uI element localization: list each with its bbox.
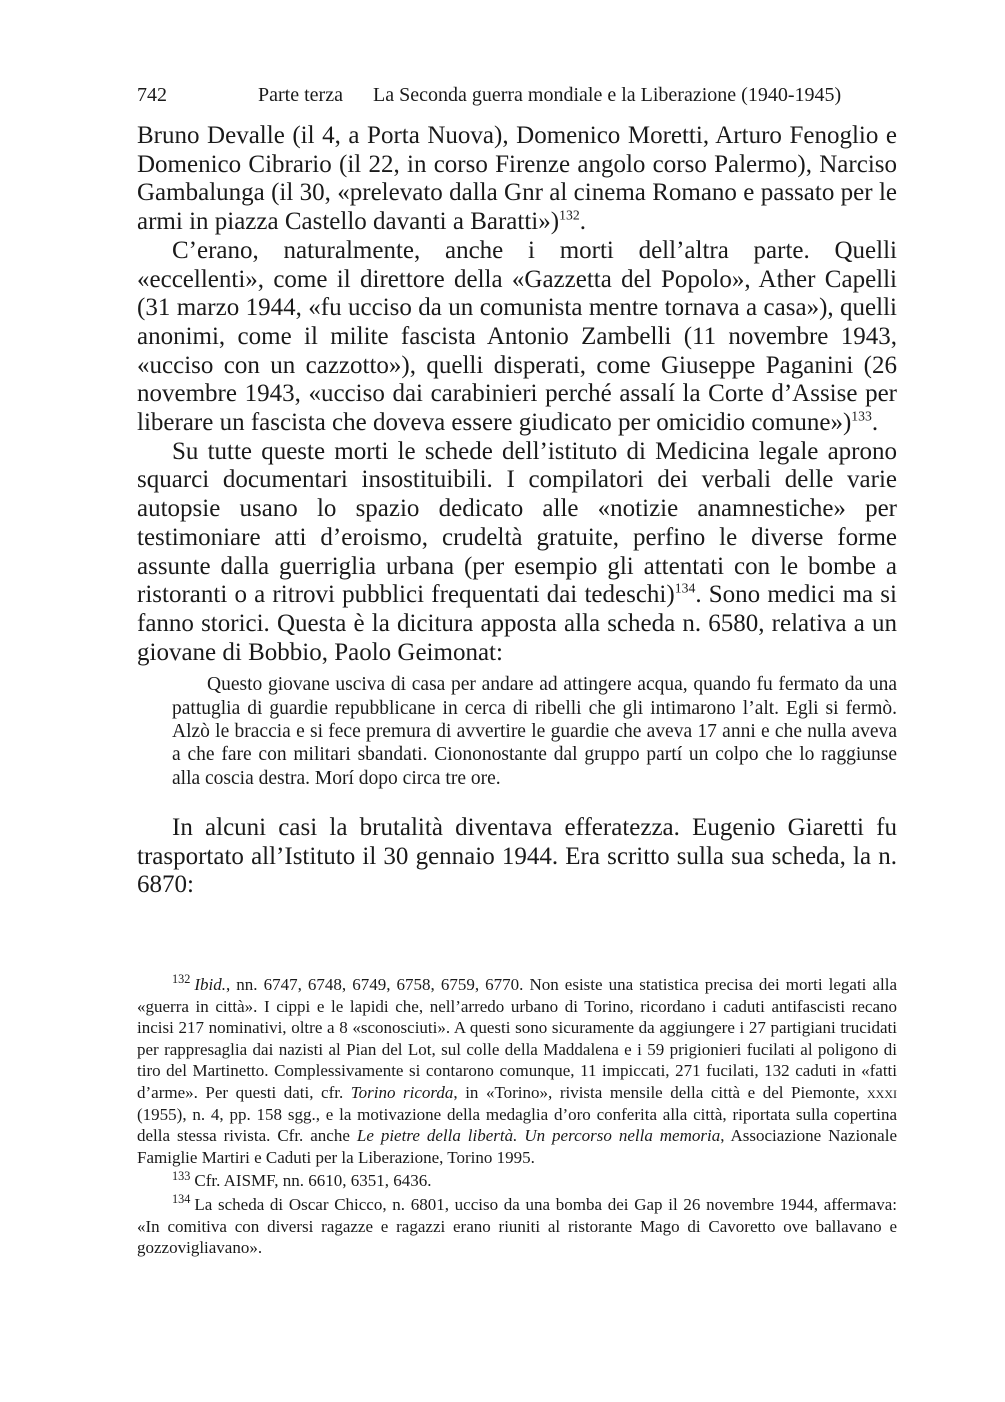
- footnote-number: 133: [172, 1168, 191, 1183]
- paragraph-3: [137, 438, 897, 668]
- footnote-132: [137, 974, 897, 1168]
- footnote-italic-title: Torino ricorda: [350, 1082, 454, 1102]
- paragraph-2-text: C’erano, naturalmente, anche i morti dell’altra parte. Quelli «eccellenti», come il direttore della «Gazzetta del Popolo», Ather Capelli (31 marzo 1944, «fu ucciso da un comunista mentre tornava a casa»), quelli anonimi, come il milite fascista Antonio Zambelli (11 novembre 1943, «ucciso con un cazzotto»), quelli disperati, come Giuseppe Paganini (26 novembre 1943, «ucciso dai carabinieri perché assalí la Corte d’Assise per liberare un fascista che doveva essere giudicato per omicidio comune»): [137, 236, 897, 437]
- footnote-134: [137, 1194, 897, 1259]
- paragraph-2: [137, 237, 897, 438]
- quote-text: Questo giovane usciva di casa per andare ad attingere acqua, quando fu fermato da una pattuglia di guardie repubblicane in cerca di ribelli che gli intimarono l’alt. Egli si fermò. Alzò le braccia e si fece premura di avvertire le guardie che aveva 17 anni e che nulla aveva a che fare con militari sbandati. Ciononostante dal gruppo partí un colpo che lo raggiunse alla coscia destra. Morí dopo circa tre ore.: [172, 674, 897, 789]
- footnote-number: 132: [172, 972, 191, 987]
- footnote-italic-title: Le pietre della libertà. Un percorso nella memoria: [356, 1126, 721, 1146]
- paragraph-3-tail: . Sono medici ma si fanno storici. Questa è la dicitura apposta alla scheda n. 6580, relativa a un giovane di Bobbio, Paolo Geimonat:: [137, 581, 897, 666]
- paragraph-4: In alcuni casi la brutalità diventava efferatezza. Eugenio Giaretti fu trasportato all’Istituto il 30 gennaio 1944. Era scritto sulla sua scheda, la n. 6870:: [137, 813, 897, 899]
- part-label: Parte terza: [258, 84, 343, 106]
- block-quote: [172, 673, 897, 789]
- footnote-ibid: Ibid.: [194, 975, 226, 994]
- page-number: 742: [137, 84, 167, 106]
- main-text: [137, 122, 897, 900]
- note-ref-134[interactable]: 134: [674, 580, 696, 596]
- footnote-text: , in «Torino», rivista mensile della città e del Piemonte,: [453, 1082, 868, 1102]
- footnote-text: (1955), n. 4, pp. 158 sgg., e la motivazione della medaglia d’oro conferita alla città, riportata sulla copertina della stessa rivista. Cfr. anche: [137, 1104, 897, 1146]
- running-header: [137, 78, 897, 112]
- paragraph-2-tail: .: [871, 409, 879, 437]
- paragraph-1-text: Bruno Devalle (il 4, a Porta Nuova), Domenico Moretti, Arturo Fenoglio e Domenico Cibrario (il 22, in corso Firenze angolo corso Palermo), Narciso Gambalunga (il 30, «prelevato dalla Gnr al cinema Romano e passato per le armi in piazza Castello davanti a Baratti»): [137, 122, 897, 236]
- footnote-text: , nn. 6747, 6748, 6749, 6758, 6759, 6770. Non esiste una statistica precisa dei morti legati alla «guerra in città». I cippi e le lapidi che, nell’arredo urbano di Torino, ricordano i caduti antifascisti recano incisi 217 nominativi, oltre a 8 «sconosciuti». A questi sono sicuramente da aggiungere i 27 partigiani trucidati per rappresaglia dai nazisti al Pian del Lot, sul colle della Maddalena e i 59 prigionieri fucilati al poligono di tiro del Martinetto. Complessivamente si contarono comunque, 11 impiccati, 271 fucilati, 132 caduti in «fatti d’arme». Per questi dati, cfr.: [137, 975, 897, 1102]
- chapter-title: La Seconda guerra mondiale e la Liberazione (1940-1945): [373, 84, 842, 106]
- footnote-text: , Associazione Nazionale Famiglie Martiri e Caduti per la Liberazione, Torino 1995.: [137, 1126, 897, 1167]
- footnotes: [137, 974, 897, 1261]
- note-ref-132[interactable]: 132: [559, 207, 580, 223]
- footnote-number: 134: [172, 1192, 191, 1207]
- paragraph-1-tail: .: [579, 208, 586, 236]
- footnote-text: La scheda di Oscar Chicco, n. 6801, ucciso da una bomba dei Gap il 26 novembre 1944, affermava: «In comitiva con diversi ragazze e ragazzi erano riuniti al ristorante Mago di Cavoretto ove ballavano e gozzovigliavano».: [137, 1194, 897, 1258]
- paragraph-1: [137, 122, 897, 237]
- paragraph-3-text: Su tutte queste morti le schede dell’istituto di Medicina legale aprono squarci documentari insostituibili. I compilatori dei verbali delle varie autopsie usano lo spazio dedicato alle «notizie anamnestiche» per testimoniare atti d’eroismo, crudeltà gratuite, perfino le diverse forme assunte dalla guerriglia urbana (per esempio gli attentati con le bombe a ristoranti o a ritrovi pubblici frequentati dai tedeschi): [137, 437, 897, 609]
- note-ref-133[interactable]: 133: [851, 408, 872, 424]
- footnote-volume: xxxi: [867, 1082, 898, 1102]
- footnote-133: [137, 1170, 897, 1192]
- footnote-text: Cfr. AISMF, nn. 6610, 6351, 6436.: [194, 1171, 432, 1191]
